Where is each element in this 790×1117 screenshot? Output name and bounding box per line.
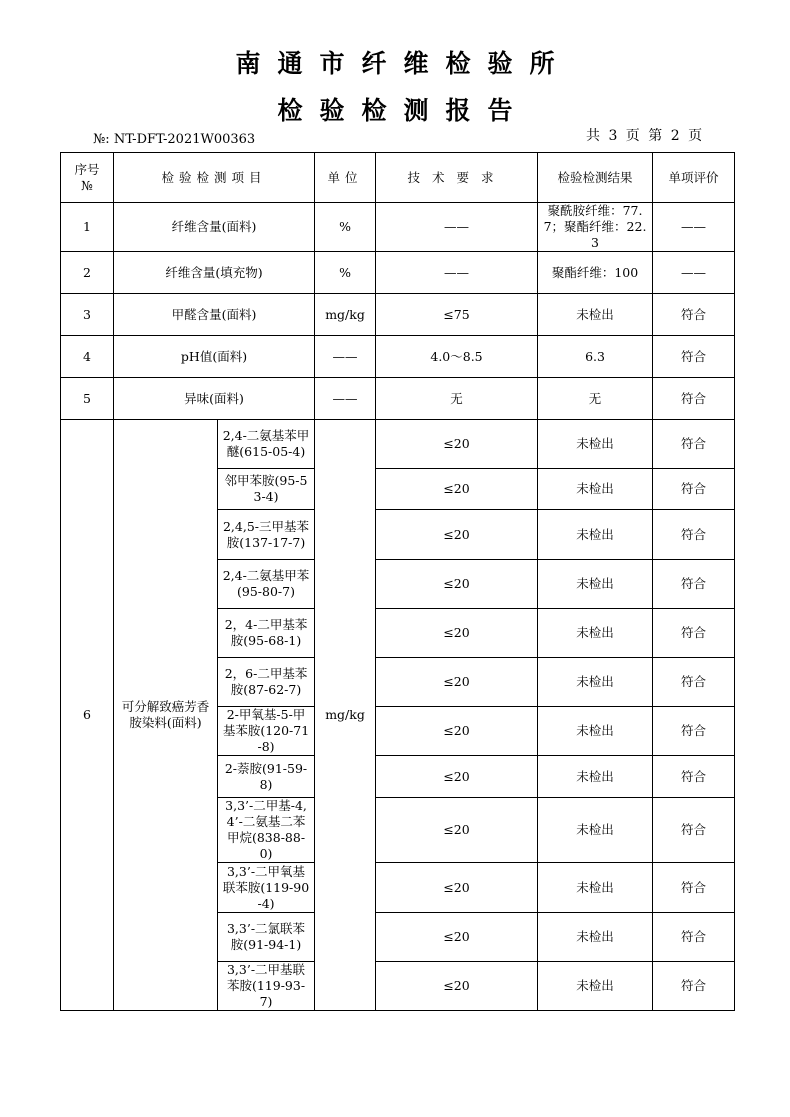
row-result: 6.3 xyxy=(538,336,653,378)
subitem-evaluation: 符合 xyxy=(653,609,735,658)
row-requirement: —— xyxy=(376,252,538,294)
subitem-result: 未检出 xyxy=(538,658,653,707)
row-requirement: 4.0～8.5 xyxy=(376,336,538,378)
subitem-name: 邻甲苯胺(95-53-4) xyxy=(218,469,315,510)
table-row xyxy=(61,420,735,469)
subitem-requirement: ≤20 xyxy=(376,609,538,658)
subitem-name: 2,4,5-三甲基苯胺(137-17-7) xyxy=(218,510,315,560)
row-seq: 5 xyxy=(61,378,114,420)
subitem-result: 未检出 xyxy=(538,863,653,913)
table-row xyxy=(61,203,735,252)
table-header-row xyxy=(61,153,735,203)
row-unit: —— xyxy=(315,336,376,378)
group-item: 可分解致癌芳香胺染料(面料) xyxy=(114,420,218,1011)
subitem-requirement: ≤20 xyxy=(376,913,538,962)
row-requirement: ≤75 xyxy=(376,294,538,336)
subitem-result: 未检出 xyxy=(538,560,653,609)
group-seq: 6 xyxy=(61,420,114,1011)
row-evaluation: 符合 xyxy=(653,294,735,336)
subitem-name: 3,3’-二氯联苯胺(91-94-1) xyxy=(218,913,315,962)
subitem-evaluation: 符合 xyxy=(653,469,735,510)
subitem-requirement: ≤20 xyxy=(376,962,538,1011)
subitem-name: 2,4-二氨基甲苯(95-80-7) xyxy=(218,560,315,609)
row-unit: —— xyxy=(315,378,376,420)
table-row xyxy=(61,336,735,378)
subitem-requirement: ≤20 xyxy=(376,420,538,469)
institution-name: 南通市纤维检验所 xyxy=(235,49,572,78)
row-seq: 1 xyxy=(61,203,114,252)
subitem-name: 2，4-二甲基苯胺(95-68-1) xyxy=(218,609,315,658)
row-unit: mg/kg xyxy=(315,294,376,336)
header-result: 检验检测结果 xyxy=(538,153,653,203)
header-seq-no: № xyxy=(81,177,93,193)
header-seq-label: 序号 xyxy=(74,161,100,177)
table-row xyxy=(61,252,735,294)
header-evaluation: 单项评价 xyxy=(653,153,735,203)
row-evaluation: 符合 xyxy=(653,378,735,420)
subitem-evaluation: 符合 xyxy=(653,510,735,560)
subitem-requirement: ≤20 xyxy=(376,510,538,560)
subitem-requirement: ≤20 xyxy=(376,756,538,798)
subitem-evaluation: 符合 xyxy=(653,420,735,469)
header-item: 检验检测项目 xyxy=(114,153,315,203)
subitem-requirement: ≤20 xyxy=(376,798,538,863)
subitem-evaluation: 符合 xyxy=(653,798,735,863)
subitem-result: 未检出 xyxy=(538,420,653,469)
report-title: 检验检测报告 xyxy=(277,96,530,125)
row-seq: 2 xyxy=(61,252,114,294)
subitem-result: 未检出 xyxy=(538,913,653,962)
subitem-evaluation: 符合 xyxy=(653,913,735,962)
doc-number: №: NT-DFT-2021W00363 xyxy=(93,132,256,147)
subitem-name: 2-萘胺(91-59-8) xyxy=(218,756,315,798)
subitem-result: 未检出 xyxy=(538,707,653,756)
subitem-result: 未检出 xyxy=(538,609,653,658)
subitem-result: 未检出 xyxy=(538,962,653,1011)
subitem-result: 未检出 xyxy=(538,798,653,863)
subitem-requirement: ≤20 xyxy=(376,658,538,707)
row-item: 甲醛含量(面料) xyxy=(114,294,315,336)
header-seq xyxy=(61,153,114,203)
subitem-evaluation: 符合 xyxy=(653,863,735,913)
subitem-result: 未检出 xyxy=(538,510,653,560)
row-requirement: 无 xyxy=(376,378,538,420)
row-evaluation: 符合 xyxy=(653,336,735,378)
subitem-requirement: ≤20 xyxy=(376,560,538,609)
subitem-evaluation: 符合 xyxy=(653,962,735,1011)
subitem-name: 2，6-二甲基苯胺(87-62-7) xyxy=(218,658,315,707)
row-result: 未检出 xyxy=(538,294,653,336)
group-unit: mg/kg xyxy=(315,420,376,1011)
row-result: 聚酯纤维：100 xyxy=(538,252,653,294)
row-item: 纤维含量(面料) xyxy=(114,203,315,252)
subitem-evaluation: 符合 xyxy=(653,658,735,707)
header-unit: 单位 xyxy=(315,153,376,203)
subitem-name: 3,3’-二甲基-4,4’-二氨基二苯甲烷(838-88-0) xyxy=(218,798,315,863)
subitem-name: 2-甲氧基-5-甲基苯胺(120-71-8) xyxy=(218,707,315,756)
row-item: pH值(面料) xyxy=(114,336,315,378)
report-table xyxy=(60,152,735,1011)
header-requirement: 技术要求 xyxy=(376,153,538,203)
row-item: 异味(面料) xyxy=(114,378,315,420)
subitem-requirement: ≤20 xyxy=(376,863,538,913)
subitem-name: 3,3’-二甲氧基联苯胺(119-90-4) xyxy=(218,863,315,913)
row-item: 纤维含量(填充物) xyxy=(114,252,315,294)
subitem-requirement: ≤20 xyxy=(376,469,538,510)
table-row xyxy=(61,378,735,420)
page-info: 共 3 页 第 2 页 xyxy=(586,128,705,144)
row-seq: 4 xyxy=(61,336,114,378)
row-unit: % xyxy=(315,203,376,252)
subitem-evaluation: 符合 xyxy=(653,560,735,609)
table-row xyxy=(61,294,735,336)
subitem-result: 未检出 xyxy=(538,469,653,510)
subitem-result: 未检出 xyxy=(538,756,653,798)
row-seq: 3 xyxy=(61,294,114,336)
row-evaluation: —— xyxy=(653,252,735,294)
subitem-name: 3,3’-二甲基联苯胺(119-93-7) xyxy=(218,962,315,1011)
row-result: 无 xyxy=(538,378,653,420)
row-evaluation: —— xyxy=(653,203,735,252)
row-result: 聚酰胺纤维：77.7；聚酯纤维：22.3 xyxy=(538,203,653,252)
subitem-name: 2,4-二氨基苯甲醚(615-05-4) xyxy=(218,420,315,469)
subitem-evaluation: 符合 xyxy=(653,756,735,798)
row-requirement: —— xyxy=(376,203,538,252)
row-unit: % xyxy=(315,252,376,294)
subitem-requirement: ≤20 xyxy=(376,707,538,756)
subitem-evaluation: 符合 xyxy=(653,707,735,756)
